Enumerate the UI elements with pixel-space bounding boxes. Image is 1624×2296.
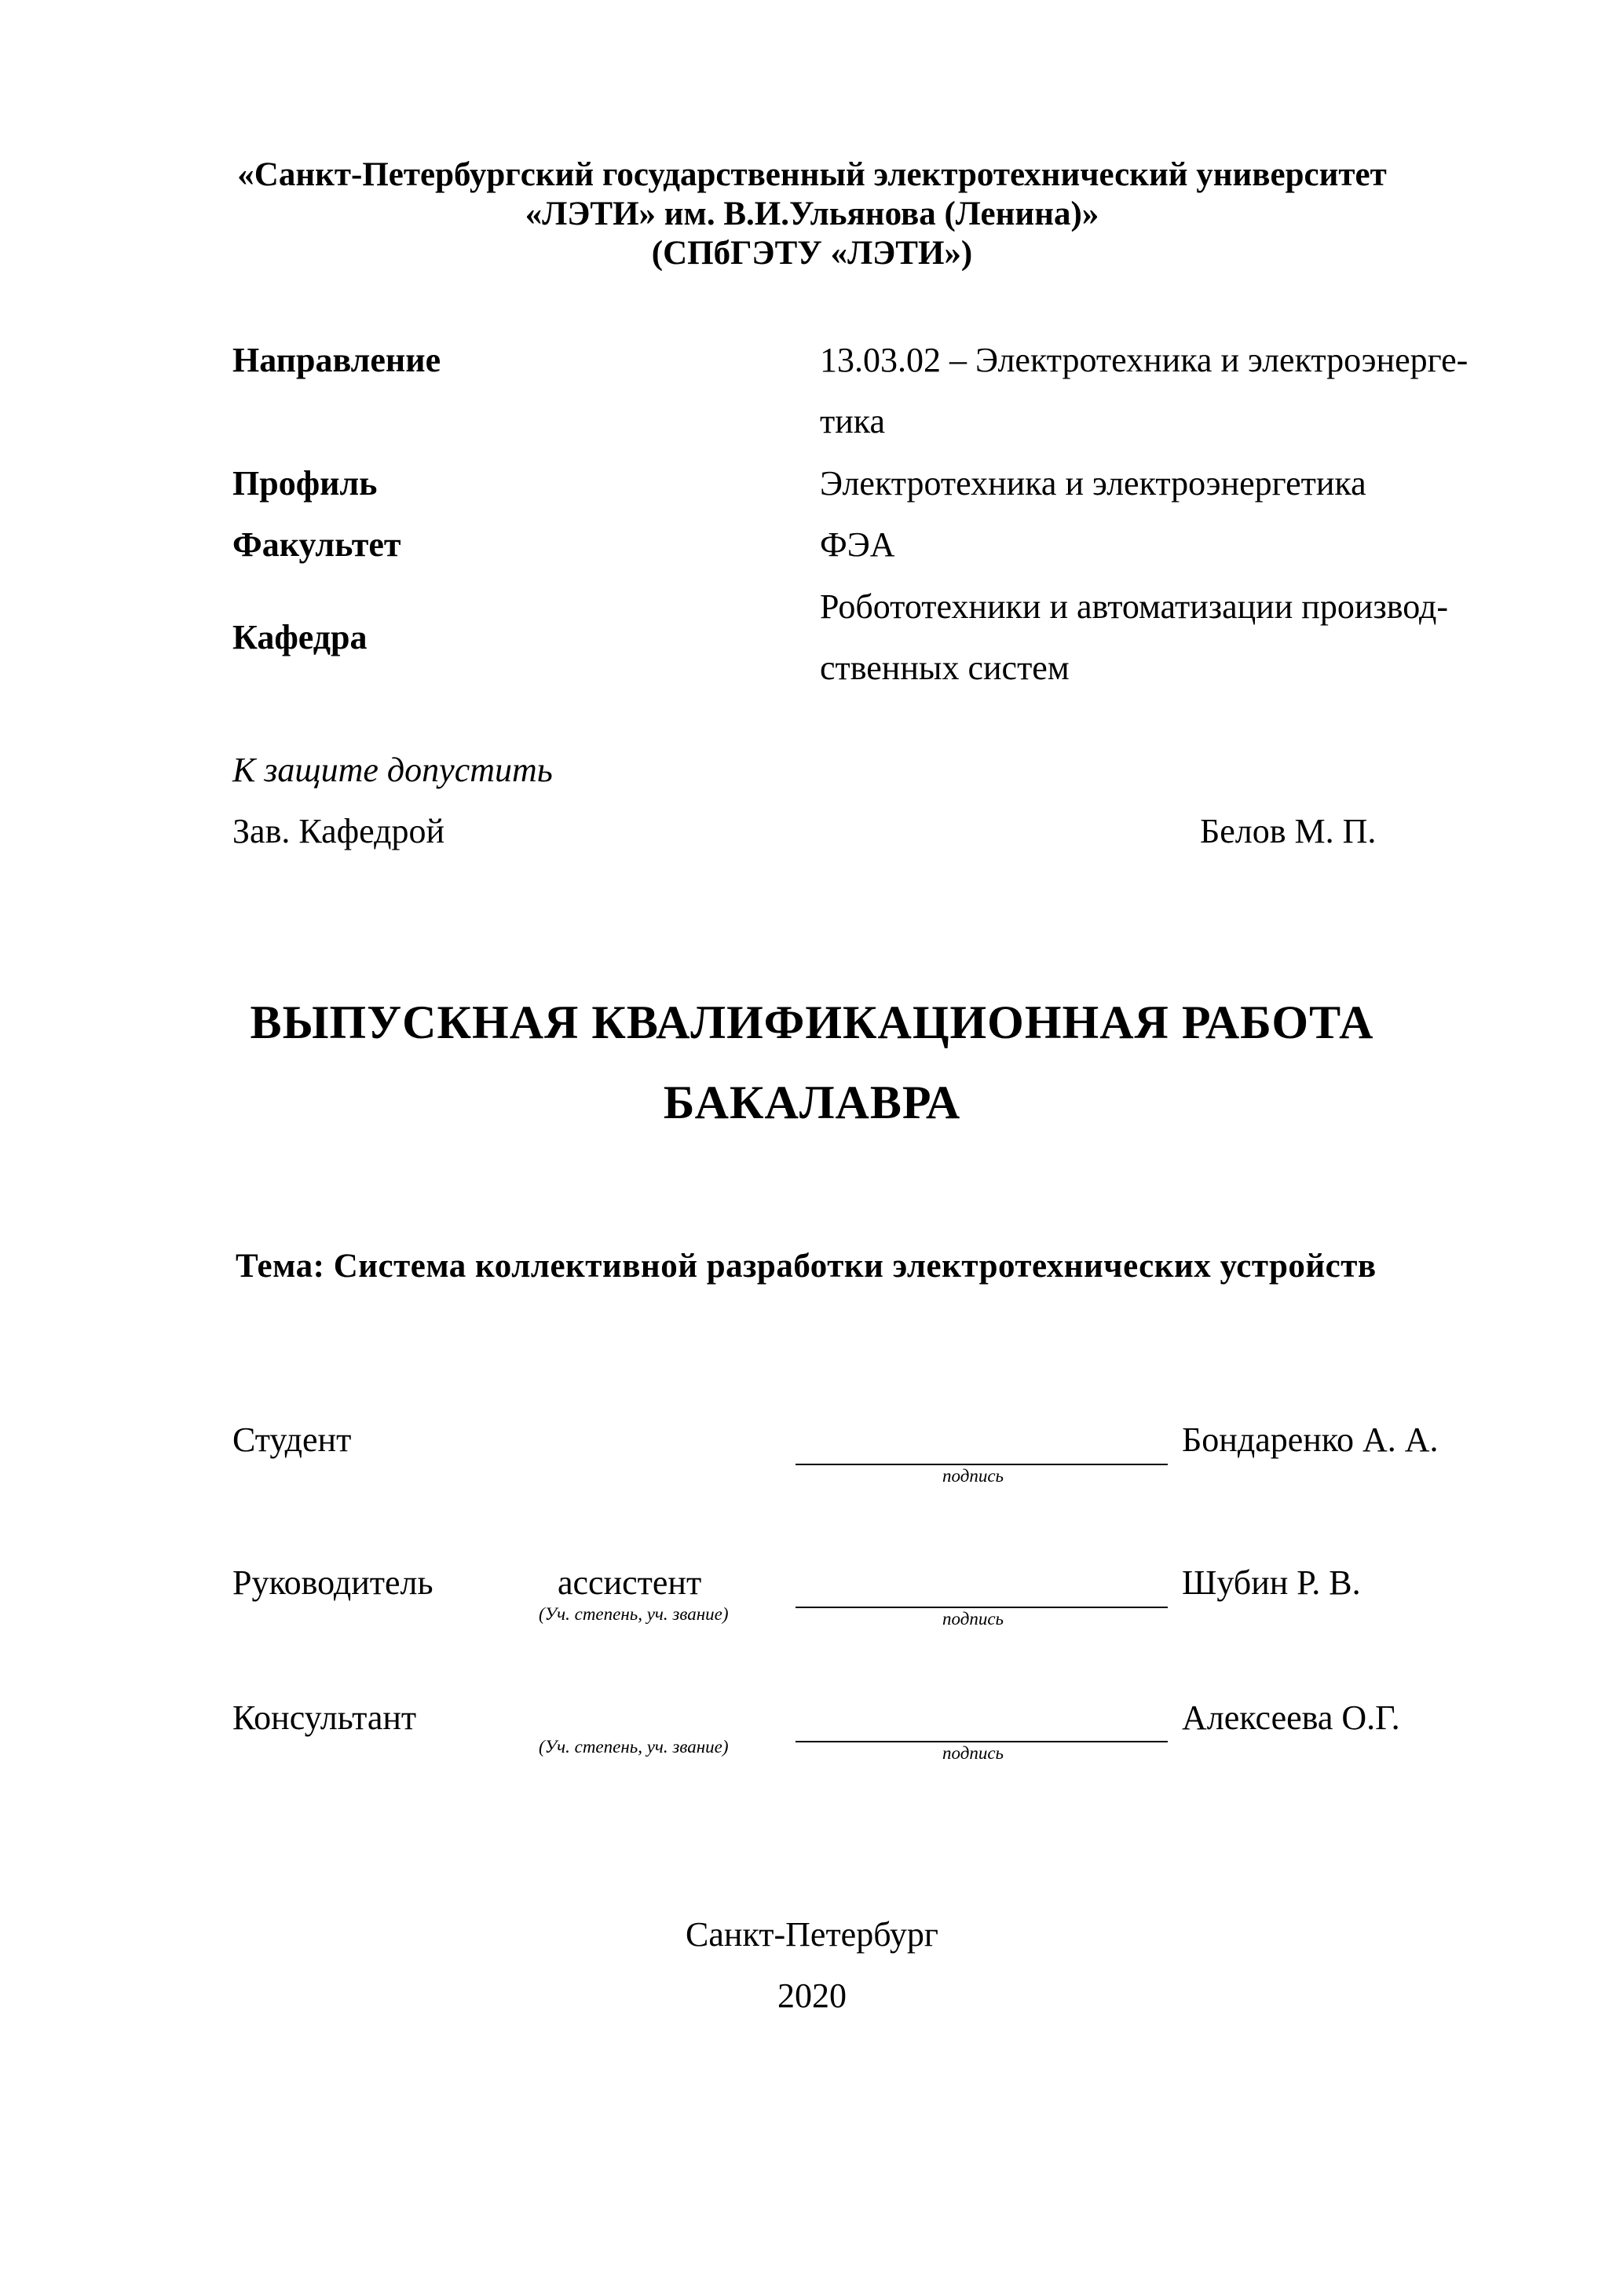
supervisor-name: Шубин Р. В. xyxy=(1182,1563,1361,1602)
university-name-line2: «ЛЭТИ» им. В.И.Ульянова (Ленина)» xyxy=(525,196,1099,232)
direction-value-line2: тика xyxy=(820,402,886,441)
consultant-signature-caption: подпись xyxy=(942,1743,1004,1763)
work-title-line2: БАКАЛАВРА xyxy=(663,1077,961,1128)
consultant-label: Консультант xyxy=(232,1698,417,1737)
work-title-line1: ВЫПУСКНАЯ КВАЛИФИКАЦИОННАЯ РАБОТА xyxy=(250,996,1374,1048)
consultant-degree-caption: (Уч. степень, уч. звание) xyxy=(539,1737,729,1757)
consultant-signature-line xyxy=(796,1741,1168,1742)
department-value-line2: ственных систем xyxy=(820,649,1070,687)
direction-label: Направление xyxy=(232,341,441,379)
work-topic: Тема: Система коллективной разработки электротехнических устройств xyxy=(236,1248,1377,1285)
student-signature-line xyxy=(796,1464,1168,1465)
direction-value-line1: 13.03.02 – Электротехника и электроэнерге- xyxy=(820,341,1469,379)
department-value-line1: Робототехники и автоматизации производ- xyxy=(820,587,1448,626)
university-short-name: (СПбГЭТУ «ЛЭТИ») xyxy=(651,235,973,272)
university-name-line1: «Санкт-Петербургский государственный электротехнический университет xyxy=(237,156,1387,193)
department-label: Кафедра xyxy=(232,618,368,656)
supervisor-signature-line xyxy=(796,1607,1168,1608)
profile-label: Профиль xyxy=(232,464,378,503)
supervisor-signature-caption: подпись xyxy=(942,1609,1004,1629)
student-signature-caption: подпись xyxy=(942,1466,1004,1486)
head-of-department-label: Зав. Кафедрой xyxy=(232,812,445,850)
footer-year: 2020 xyxy=(777,1976,847,2015)
supervisor-degree: ассистент xyxy=(558,1563,702,1602)
head-of-department-name: Белов М. П. xyxy=(1200,812,1377,850)
supervisor-label: Руководитель xyxy=(232,1563,433,1602)
student-label: Студент xyxy=(232,1420,352,1459)
faculty-label: Факультет xyxy=(232,525,401,564)
profile-value: Электротехника и электроэнергетика xyxy=(820,464,1366,503)
footer-city: Санкт-Петербург xyxy=(686,1915,938,1954)
faculty-value: ФЭА xyxy=(820,525,895,564)
supervisor-degree-caption: (Уч. степень, уч. звание) xyxy=(539,1604,729,1624)
consultant-name: Алексеева О.Г. xyxy=(1182,1698,1400,1737)
student-name: Бондаренко А. А. xyxy=(1182,1420,1439,1459)
admit-to-defense: К защите допустить xyxy=(232,751,553,789)
